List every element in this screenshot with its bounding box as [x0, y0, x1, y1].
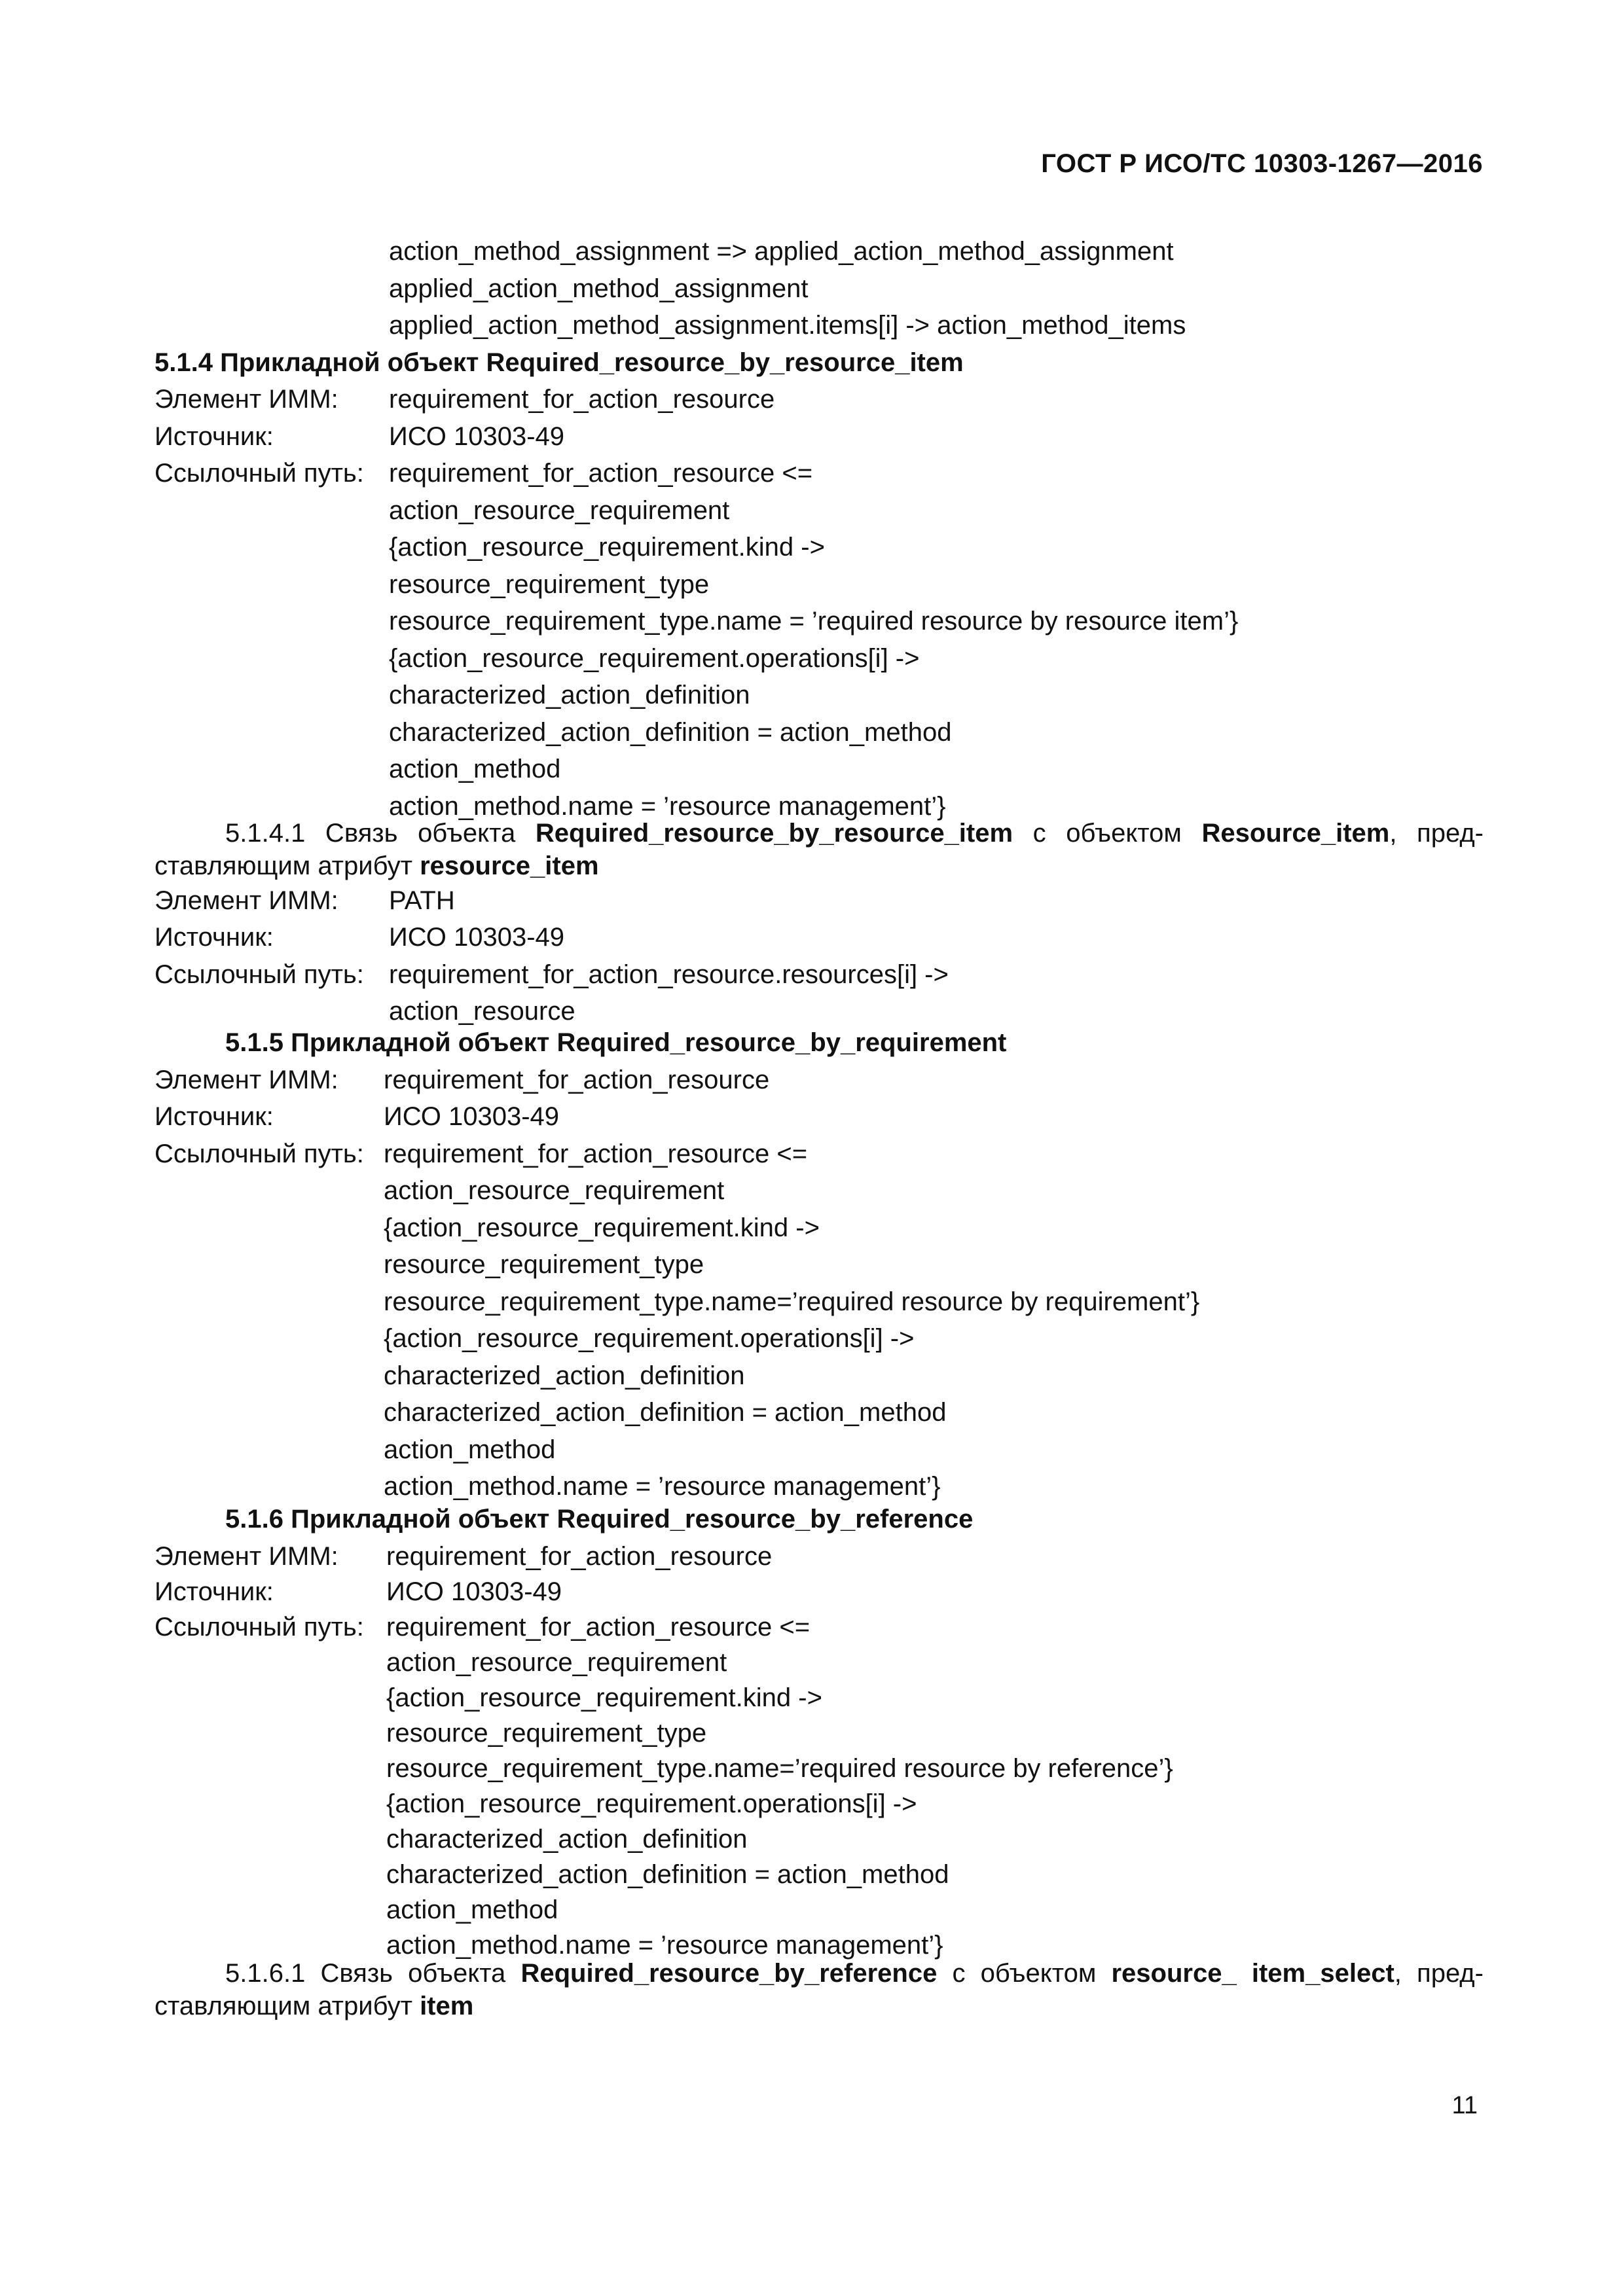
reference-path-line: characterized_action_definition = action_method: [384, 1398, 947, 1427]
reference-path-line: resource_requirement_type.name=’required resource by requirement’}: [384, 1287, 1200, 1316]
paragraph-bold-term: Required_resource_by_reference: [520, 1958, 938, 1988]
reference-path-line: {action_resource_requirement.kind ->: [386, 1683, 822, 1712]
reference-path-line: action_resource_requirement: [384, 1176, 725, 1205]
reference-path-line: action_resource_requirement: [389, 495, 730, 525]
source-value: ИСО 10303-49: [386, 1577, 562, 1606]
intro-line: applied_action_method_assignment.items[i] -> action_method_items: [389, 311, 1186, 340]
reference-path-label: Ссылочный путь:: [155, 1612, 364, 1641]
section-heading-5-1-5: 5.1.5 Прикладной объект Required_resource_by_requirement: [225, 1028, 1007, 1057]
reference-path-line: characterized_action_definition: [389, 681, 750, 709]
mim-element-label: Элемент ИММ:: [155, 1541, 338, 1571]
reference-path-line: action_method.name = ’resource management’}: [384, 1472, 941, 1501]
reference-path-line: action_method.name = ’resource management’}: [386, 1930, 943, 1960]
intro-line: action_method_assignment => applied_action_method_assignment: [389, 237, 1174, 266]
source-value: ИСО 10303-49: [389, 923, 565, 952]
source-row: [155, 1098, 1484, 1136]
source-value: ИСО 10303-49: [389, 422, 565, 451]
mim-element-value: requirement_for_action_resource: [384, 1065, 770, 1094]
paragraph-bold-term: item: [420, 1991, 474, 2020]
page-content: [155, 233, 1484, 2022]
source-row: [155, 1573, 1484, 1609]
source-label: Источник:: [155, 923, 274, 952]
reference-path-row: [155, 1609, 1484, 1644]
paragraph-bold-term: resource_ item_select: [1111, 1958, 1395, 1988]
reference-path-line: resource_requirement_type: [386, 1718, 707, 1748]
source-value: ИСО 10303-49: [384, 1102, 560, 1131]
mim-element-label: Элемент ИММ:: [155, 1065, 338, 1094]
source-row: [155, 418, 1484, 456]
section-heading-5-1-6: 5.1.6 Прикладной объект Required_resource_by_reference: [225, 1505, 974, 1534]
paragraph-bold-term: Resource_item: [1201, 818, 1390, 848]
mim-element-value: PATH: [389, 886, 455, 915]
reference-path-line: {action_resource_requirement.operations[i] ->: [389, 643, 920, 673]
mim-element-row: [155, 1062, 1484, 1099]
reference-path-line: action_method: [384, 1435, 556, 1464]
reference-path-line: requirement_for_action_resource <=: [389, 459, 813, 488]
reference-path-line: resource_requirement_type: [389, 569, 710, 599]
reference-path-line: {action_resource_requirement.operations[i] ->: [386, 1789, 917, 1818]
reference-path-label: Ссылочный путь:: [155, 960, 364, 989]
intro-line: applied_action_method_assignment: [389, 274, 809, 303]
source-row: [155, 919, 1484, 956]
mim-element-value: requirement_for_action_resource: [389, 385, 775, 414]
reference-path-line: action_resource_requirement: [386, 1647, 727, 1677]
reference-path-line: requirement_for_action_resource <=: [384, 1139, 808, 1168]
reference-path-row: [155, 956, 1484, 994]
document-header: ГОСТ Р ИСО/ТС 10303-1267—2016: [1041, 149, 1483, 178]
reference-path-line: characterized_action_definition: [386, 1824, 748, 1854]
reference-path-row: [155, 1136, 1484, 1173]
mim-element-row: [155, 381, 1484, 418]
page-number: 11: [1451, 2092, 1478, 2119]
reference-path-label: Ссылочный путь:: [155, 1139, 364, 1168]
mim-element-label: Элемент ИММ:: [155, 385, 338, 414]
reference-path-line: characterized_action_definition = action_method: [386, 1859, 949, 1889]
paragraph-5-1-4-1: [155, 817, 1484, 882]
reference-path-label: Ссылочный путь:: [155, 459, 364, 488]
reference-path-line: characterized_action_definition = action_method: [389, 717, 952, 747]
paragraph-text: с объектом: [1013, 818, 1202, 848]
paragraph-bold-term: resource_item: [420, 851, 599, 880]
mim-element-row: [155, 1538, 1484, 1573]
source-label: Источник:: [155, 422, 274, 451]
reference-path-line: characterized_action_definition: [384, 1361, 745, 1390]
reference-path-line: {action_resource_requirement.operations[i] ->: [384, 1324, 915, 1353]
mim-element-label: Элемент ИММ:: [155, 886, 338, 915]
reference-path-line: resource_requirement_type: [384, 1250, 704, 1279]
reference-path-line: resource_requirement_type.name=’required resource by reference’}: [386, 1753, 1173, 1783]
paragraph-text: с объектом: [937, 1958, 1112, 1988]
reference-path-line: resource_requirement_type.name = ’required resource by resource item’}: [389, 607, 1239, 636]
paragraph-5-1-6-1: [155, 1957, 1484, 2022]
mim-element-row: [155, 882, 1484, 920]
paragraph-text: 5.1.6.1 Связь объекта: [225, 1958, 521, 1988]
reference-path-line: {action_resource_requirement.kind ->: [384, 1213, 820, 1242]
reference-path-line: requirement_for_action_resource.resources[i] ->: [389, 960, 949, 989]
reference-path-line: action_method: [389, 755, 561, 783]
mim-element-value: requirement_for_action_resource: [386, 1541, 773, 1571]
section-heading-5-1-4: 5.1.4 Прикладной объект Required_resource_by_resource_item: [155, 348, 964, 377]
paragraph-bold-term: Required_resource_by_resource_item: [535, 818, 1013, 848]
paragraph-text: 5.1.4.1 Связь объекта: [225, 818, 536, 848]
reference-path-line: {action_resource_requirement.kind ->: [389, 533, 825, 562]
reference-path-line: requirement_for_action_resource <=: [386, 1612, 811, 1641]
source-label: Источник:: [155, 1102, 274, 1131]
reference-path-line: action_method.name = ’resource management’}: [389, 791, 946, 821]
reference-path-line: action_resource: [389, 997, 575, 1026]
reference-path-row: [155, 455, 1484, 492]
paragraph-text: , пред-ставляющим атрибут: [155, 818, 1484, 880]
reference-path-line: action_method: [386, 1895, 558, 1924]
source-label: Источник:: [155, 1577, 274, 1606]
paragraph-text: , пред-ставляющим атрибут: [155, 1958, 1484, 2020]
